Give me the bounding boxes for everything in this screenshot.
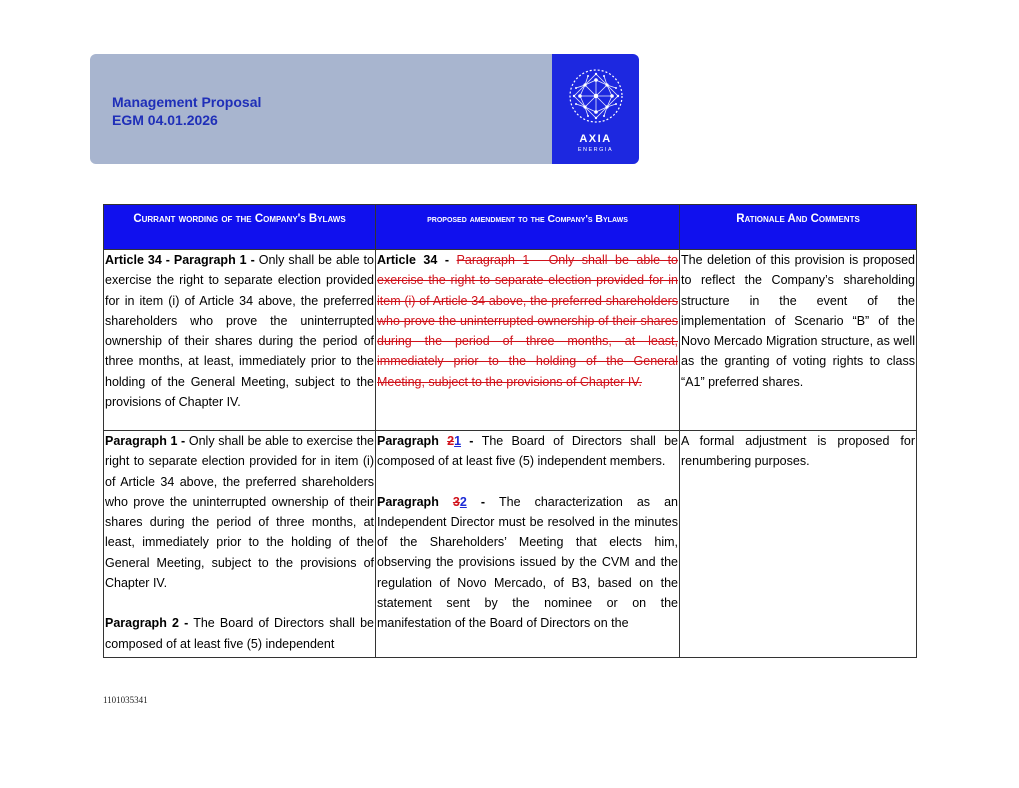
clause-heading: Paragraph 1 - xyxy=(105,434,186,448)
bylaws-comparison-table xyxy=(103,204,917,658)
clause-dash: - xyxy=(466,494,500,509)
clause-dash: - xyxy=(461,434,482,448)
clause-heading: Article 34 - xyxy=(377,253,457,267)
clause-text: The Board of Directors shall be composed of at least five (5) independent members. xyxy=(377,434,678,469)
current-wording-cell xyxy=(104,250,376,431)
clause-text: Only shall be able to exercise the right to separate election provided for in item (i) of Article 34 above, the preferred shareholders who prove the uninterrupted ownership of their shares during the period of three months, at least, immediately prior to the holding of the General Meeting, subject to the provisions of Chapter IV. xyxy=(105,434,374,591)
rationale-text: A formal adjustment is proposed for renumbering purposes. xyxy=(681,434,915,469)
logo-wordmark: AXIA xyxy=(579,133,612,145)
rationale-cell xyxy=(680,431,917,658)
title-line-1: Management Proposal xyxy=(112,94,262,110)
proposed-amendment-cell xyxy=(376,250,680,431)
clause-heading: Article 34 - Paragraph 1 - xyxy=(105,253,255,267)
table-header-row xyxy=(104,205,917,250)
inserted-number: 2 xyxy=(459,494,467,509)
clause-heading: Paragraph 2 - xyxy=(105,616,189,631)
title-line-2: EGM 04.01.2026 xyxy=(112,112,218,128)
clause-text: The Board of Directors shall be composed of at least five (5) independent xyxy=(105,616,374,651)
logo-subtitle: ENERGIA xyxy=(577,147,614,153)
cell-content xyxy=(105,431,374,657)
column-header-current-wording: Currant wording of the Company's Bylaws xyxy=(104,205,376,250)
document-id: 1101035341 xyxy=(103,695,148,705)
paragraph xyxy=(105,431,374,593)
inserted-number: 1 xyxy=(454,434,462,448)
rationale-cell xyxy=(680,250,917,431)
table-row xyxy=(104,250,917,431)
paragraph xyxy=(105,613,374,654)
spacer xyxy=(377,472,678,492)
company-logo xyxy=(552,54,639,164)
clause-text: The characterization as an Independent Director must be resolved in the minutes of the Shareholders’ Meeting that elects him, observing the provisions issued by the CVM and the regulation of Novo Mercado, of B3, based on the statement sent by the nominee or on the manifestation of the Board of Directors on the xyxy=(377,494,678,631)
table-row xyxy=(104,431,917,658)
clause-text: Only shall be able to exercise the right to separate election provided for in item (i) of Article 34 above, the preferred shareholders who prove the uninterrupted ownership of their shares during the period of three months, at least, immediately prior to the holding of the General Meeting, subject to the provisions of Chapter IV. xyxy=(105,253,374,410)
cell-content xyxy=(377,431,678,657)
clause-heading: Paragraph xyxy=(377,434,448,448)
document-title xyxy=(112,93,261,129)
column-header-rationale: Rationale And Comments xyxy=(680,205,917,250)
column-header-proposed-amendment: proposed amendment to the Company's Bylaws xyxy=(376,205,680,250)
proposed-amendment-cell xyxy=(376,431,680,658)
axia-globe-icon xyxy=(568,68,624,124)
deleted-text: Paragraph 1 - Only shall be able to exercise the right to separate election provided for in item (i) of Article 34 above, the preferred shareholders who prove the uninterrupted ownership of their shares during the period of three months, at least, immediately prior to the holding of the General Meeting, subject to the provisions of Chapter IV. xyxy=(377,253,679,389)
deleted-number: 2 xyxy=(447,434,455,448)
paragraph xyxy=(377,431,678,472)
deleted-number: 3 xyxy=(452,494,460,509)
clause-heading: Paragraph xyxy=(377,494,453,509)
current-wording-cell xyxy=(104,431,376,658)
spacer xyxy=(105,593,374,613)
paragraph xyxy=(377,492,678,634)
rationale-text: The deletion of this provision is proposed to reflect the Company’s shareholding structure in the event of the implementation of Scenario “B” of the Novo Mercado Migration structure, as well as the granting of voting rights to class “A1” preferred shares. xyxy=(681,253,915,389)
